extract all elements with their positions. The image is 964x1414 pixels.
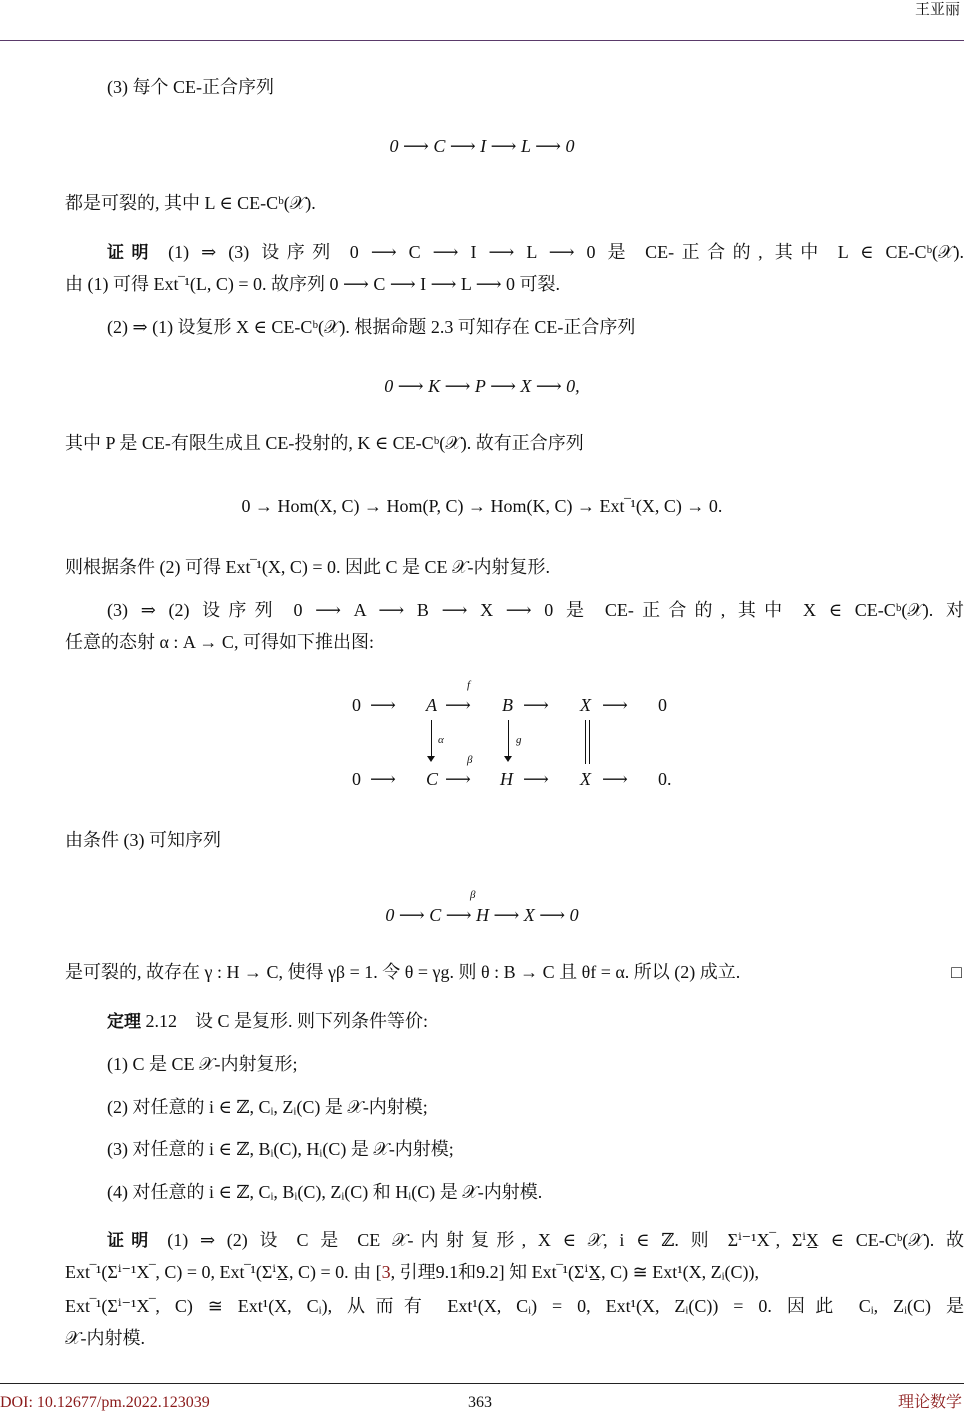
node: A <box>426 695 437 715</box>
arrow: ⟶ <box>523 695 549 715</box>
text: (1) ⇒ (2) 设 C 是 CE 𝒳-内射复形, X ∈ 𝒳, i ∈ ℤ. 则 Σⁱ⁻¹X‾, ΣⁱX̲ ∈ CE-Cᵇ(𝒳). 故 <box>167 1230 964 1250</box>
arrowhead <box>504 756 512 762</box>
node: 0 <box>352 695 361 715</box>
text-line <box>65 1260 759 1284</box>
text: (1) ⇒ (3) 设序列 0 ⟶ C ⟶ I ⟶ L ⟶ 0 是 CE-正合的, 其中 L ∈ CE-Cᵇ(𝒳). <box>168 242 964 262</box>
text-line: 都是可裂的, 其中 L ∈ CE-Cᵇ(𝒳). <box>65 193 316 213</box>
text-line: (2) ⇒ (1) 设复形 X ∈ CE-Cᵇ(𝒳). 根据命题 2.3 可知存在 CE-正合序列 <box>107 317 636 337</box>
arrow: ⟶ <box>370 769 396 789</box>
text: Ext‾¹(Σⁱ⁻¹X‾, C) = 0, Ext‾¹(ΣⁱX̲, C) = 0. 由 [ <box>65 1262 382 1282</box>
journal-name: 理论数学 <box>897 1394 962 1411</box>
equality <box>585 720 586 764</box>
text-line: 其中 P 是 CE-有限生成且 CE-投射的, K ∈ CE-Cᵇ(𝒳). 故有正合序列 <box>65 433 584 453</box>
arrow-label: β <box>467 754 473 766</box>
arrow-label: α <box>438 734 444 746</box>
condition-3: (3) 对任意的 i ∈ ℤ, Bᵢ(C), Hᵢ(C) 是 𝒳-内射模; <box>107 1139 454 1159</box>
arrow: ⟶ <box>602 695 628 715</box>
pushout-diagram <box>340 679 690 800</box>
arrow-label: β <box>470 889 476 901</box>
header-rule <box>0 40 964 41</box>
running-header-author: 王亚丽 <box>914 2 960 18</box>
arrow: ⟶ <box>445 695 471 715</box>
arrow: ⟶ <box>523 769 549 789</box>
arrow: ⟶ <box>370 695 396 715</box>
vertical-arrow-g <box>508 720 509 758</box>
hom-sequence: 0 → Hom(X, C) → Hom(P, C) → Hom(K, C) → Ext‾¹(X, C) → 0. <box>241 496 723 516</box>
qed-symbol: □ <box>951 962 962 982</box>
page-number: 363 <box>468 1394 492 1411</box>
proof-line <box>65 1228 964 1253</box>
node: B <box>502 695 513 715</box>
arrow-label: g <box>516 734 522 746</box>
text-line: (3) ⇒ (2) 设序列 0 ⟶ A ⟶ B ⟶ X ⟶ 0 是 CE-正合的, 其中 X ∈ CE-Cᵇ(𝒳). 对 <box>107 600 964 620</box>
text-line: 𝒳-内射模. <box>65 1328 145 1348</box>
node: 0. <box>658 769 672 789</box>
node: H <box>500 769 513 789</box>
node: C <box>426 769 439 789</box>
condition-2: (2) 对任意的 i ∈ ℤ, Cᵢ, Zᵢ(C) 是 𝒳-内射模; <box>107 1097 428 1117</box>
node: X <box>580 695 591 715</box>
arrow: ⟶ <box>445 769 471 789</box>
text-line: Ext‾¹(Σⁱ⁻¹X‾, C) ≅ Ext¹(X, Cᵢ), 从而有 Ext¹(X, Cᵢ) = 0, Ext¹(X, Zᵢ(C)) = 0. 因此 Cᵢ, Zᵢ(C) 是 <box>65 1296 964 1316</box>
text-line: 则根据条件 (2) 可得 Ext‾¹(X, C) = 0. 因此 C 是 CE 𝒳-内射复形. <box>65 557 550 577</box>
arrow: ⟶ <box>602 769 628 789</box>
node: 0 <box>658 695 667 715</box>
condition-4: (4) 对任意的 i ∈ ℤ, Cᵢ, Bᵢ(C), Zᵢ(C) 和 Hᵢ(C) 是 𝒳-内射模. <box>107 1182 543 1202</box>
node: X <box>580 769 591 789</box>
condition-1: (1) C 是 CE 𝒳-内射复形; <box>107 1054 298 1074</box>
text-line: 任意的态射 α : A → C, 可得如下推出图: <box>65 632 374 652</box>
doi-link[interactable]: DOI: 10.12677/pm.2022.123039 <box>0 1394 210 1411</box>
exact-sequence: 0 ⟶ C ⟶ H ⟶ X ⟶ 0 <box>385 905 579 925</box>
proof-label: 证明 <box>107 243 157 263</box>
text-line: 由 (1) 可得 Ext‾¹(L, C) = 0. 故序列 0 ⟶ C ⟶ I ⟶ L ⟶ 0 可裂. <box>65 274 561 294</box>
exact-sequence: 0 ⟶ K ⟶ P ⟶ X ⟶ 0, <box>384 376 580 396</box>
text: 是可裂的, 故存在 γ : H → C, 使得 γβ = 1. 令 θ = γg. 则 θ : B → C 且 θf = α. 所以 (2) 成立. <box>65 962 741 982</box>
proof-line <box>65 240 964 265</box>
arrow-label: f <box>467 679 471 691</box>
equality <box>589 720 590 764</box>
text-line: 由条件 (3) 可知序列 <box>65 830 221 850</box>
citation-link[interactable]: 3 <box>381 1262 391 1282</box>
theorem-heading <box>107 1009 428 1034</box>
item-3: (3) 每个 CE-正合序列 <box>107 77 274 97</box>
exact-sequence: 0 ⟶ C ⟶ I ⟶ L ⟶ 0 <box>389 136 575 156</box>
text: , 引理9.1和9.2] 知 Ext‾¹(ΣⁱX̲, C) ≅ Ext¹(X, Zᵢ(C)), <box>390 1262 760 1282</box>
theorem-label: 定理 <box>107 1012 141 1032</box>
vertical-arrow-alpha <box>431 720 432 758</box>
footer-rule <box>0 1383 964 1384</box>
arrowhead <box>427 756 435 762</box>
text-line-with-qed <box>65 960 962 984</box>
proof-label: 证明 <box>107 1231 156 1251</box>
node: 0 <box>352 769 361 789</box>
theorem-text: 2.12 设 C 是复形. 则下列条件等价: <box>145 1011 429 1031</box>
